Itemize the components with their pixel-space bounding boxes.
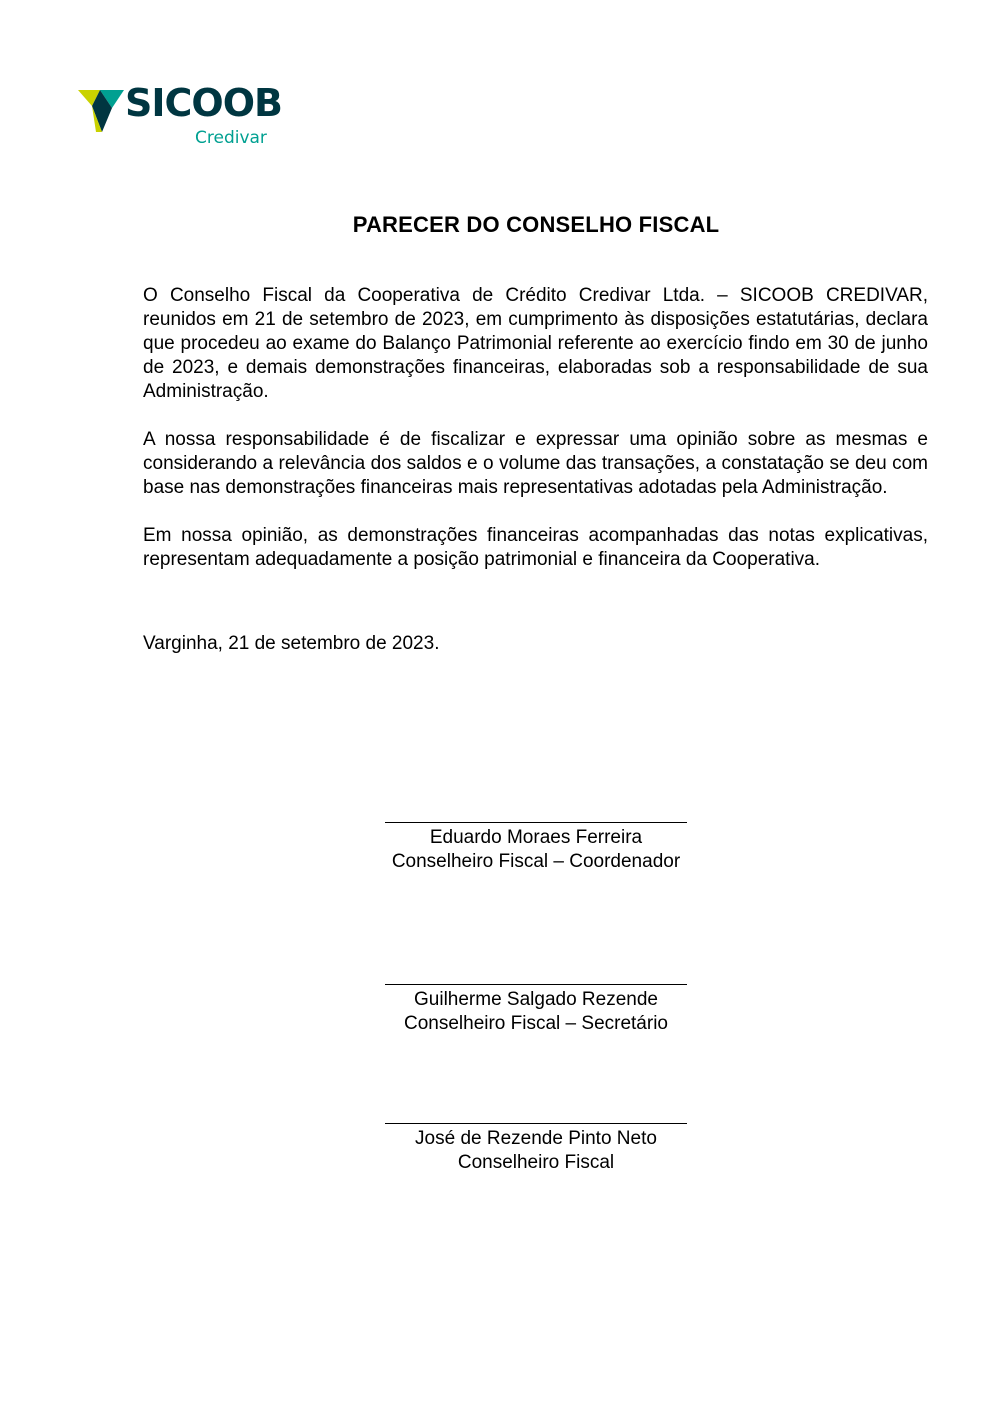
paragraph: O Conselho Fiscal da Cooperativa de Crédito Credivar Ltda. – SICOOB CREDIVAR, reunidos em 21 de setembro de 2023, em cumprimento às disposições estatutárias, declara que procedeu ao exame do Balanço Patrimonial referente ao exercício findo em 30 de junho de 2023, e demais demonstrações financeiras, elaboradas sob a responsabilidade de sua Administração. (143, 285, 928, 402)
sicoob-credivar-logo (78, 81, 282, 152)
logo-subtitle: Credivar (195, 128, 267, 148)
document-title: PARECER DO CONSELHO FISCAL (352, 212, 720, 237)
signature-block (336, 984, 736, 1036)
signature-block (336, 1123, 736, 1175)
paragraph: A nossa responsabilidade é de fiscalizar e expressar uma opinião sobre as mesmas e considerando a relevância dos saldos e o volume das transações, a constatação se deu com base nas demonstrações financeiras mais representativas adotadas pela Administração. (143, 429, 928, 498)
signature-block (336, 822, 736, 874)
signer-name: José de Rezende Pinto Neto (415, 1128, 657, 1149)
document-date: Varginha, 21 de setembro de 2023. (143, 633, 440, 654)
signer-name: Guilherme Salgado Rezende (414, 989, 658, 1010)
signature-line (385, 822, 687, 823)
signature-line (385, 1123, 687, 1124)
document-body (143, 284, 928, 596)
signer-name: Eduardo Moraes Ferreira (429, 827, 643, 848)
signer-role: Conselheiro Fiscal – Secretário (403, 1013, 668, 1034)
signature-line (385, 984, 687, 985)
logo-wordmark: SICOOB (125, 81, 282, 125)
signer-role: Conselheiro Fiscal – Coordenador (391, 851, 681, 872)
paragraph: Em nossa opinião, as demonstrações financeiras acompanhadas das notas explicativas, representam adequadamente a posição patrimonial e financeira da Cooperativa. (143, 525, 928, 570)
signer-role: Conselheiro Fiscal (457, 1152, 615, 1173)
sicoob-logo-icon (78, 88, 124, 134)
